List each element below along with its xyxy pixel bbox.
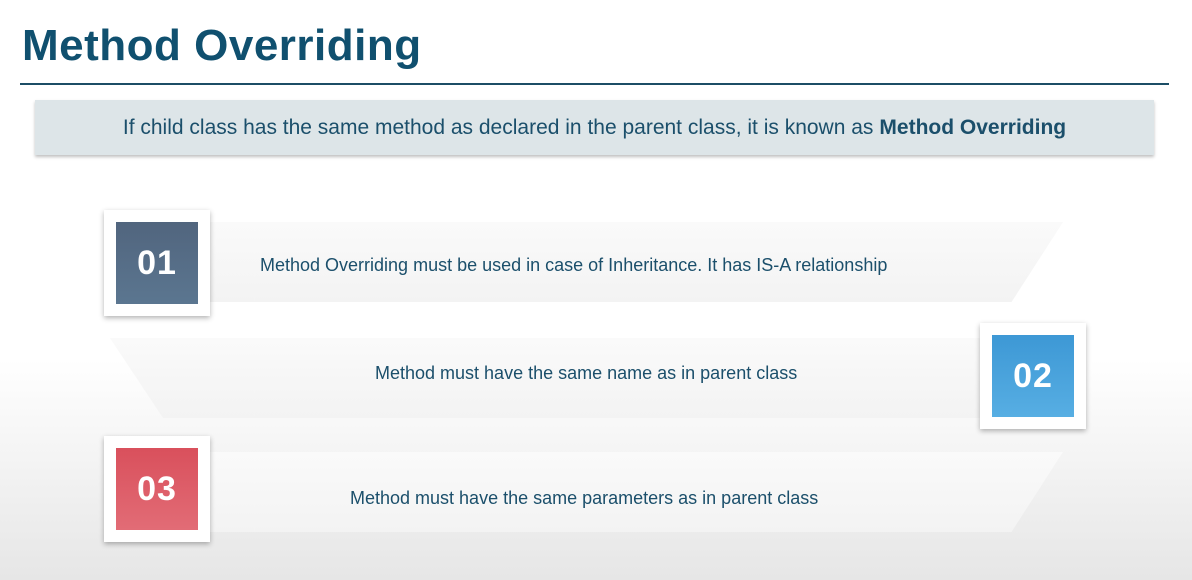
page-title: Method Overriding (22, 21, 422, 70)
number-badge-1 (104, 210, 210, 316)
number-badge-2 (980, 323, 1086, 429)
point-text-2: Method must have the same name as in parent class (375, 363, 798, 383)
number-badge-label-2: 02 (992, 335, 1074, 417)
title-underline (20, 83, 1169, 85)
number-badge-3 (104, 436, 210, 542)
point-text-1: Method Overriding must be used in case of Inheritance. It has IS-A relationship (260, 255, 888, 275)
number-badge-label-3: 03 (116, 448, 198, 530)
point-text-3: Method must have the same parameters as in parent class (350, 488, 819, 508)
number-badge-label-1: 01 (116, 222, 198, 304)
definition-text: If child class has the same method as declared in the parent class, it is known as (122, 115, 874, 139)
definition-banner (35, 100, 1154, 155)
definition-bold-term: Method Overriding (879, 115, 1067, 139)
